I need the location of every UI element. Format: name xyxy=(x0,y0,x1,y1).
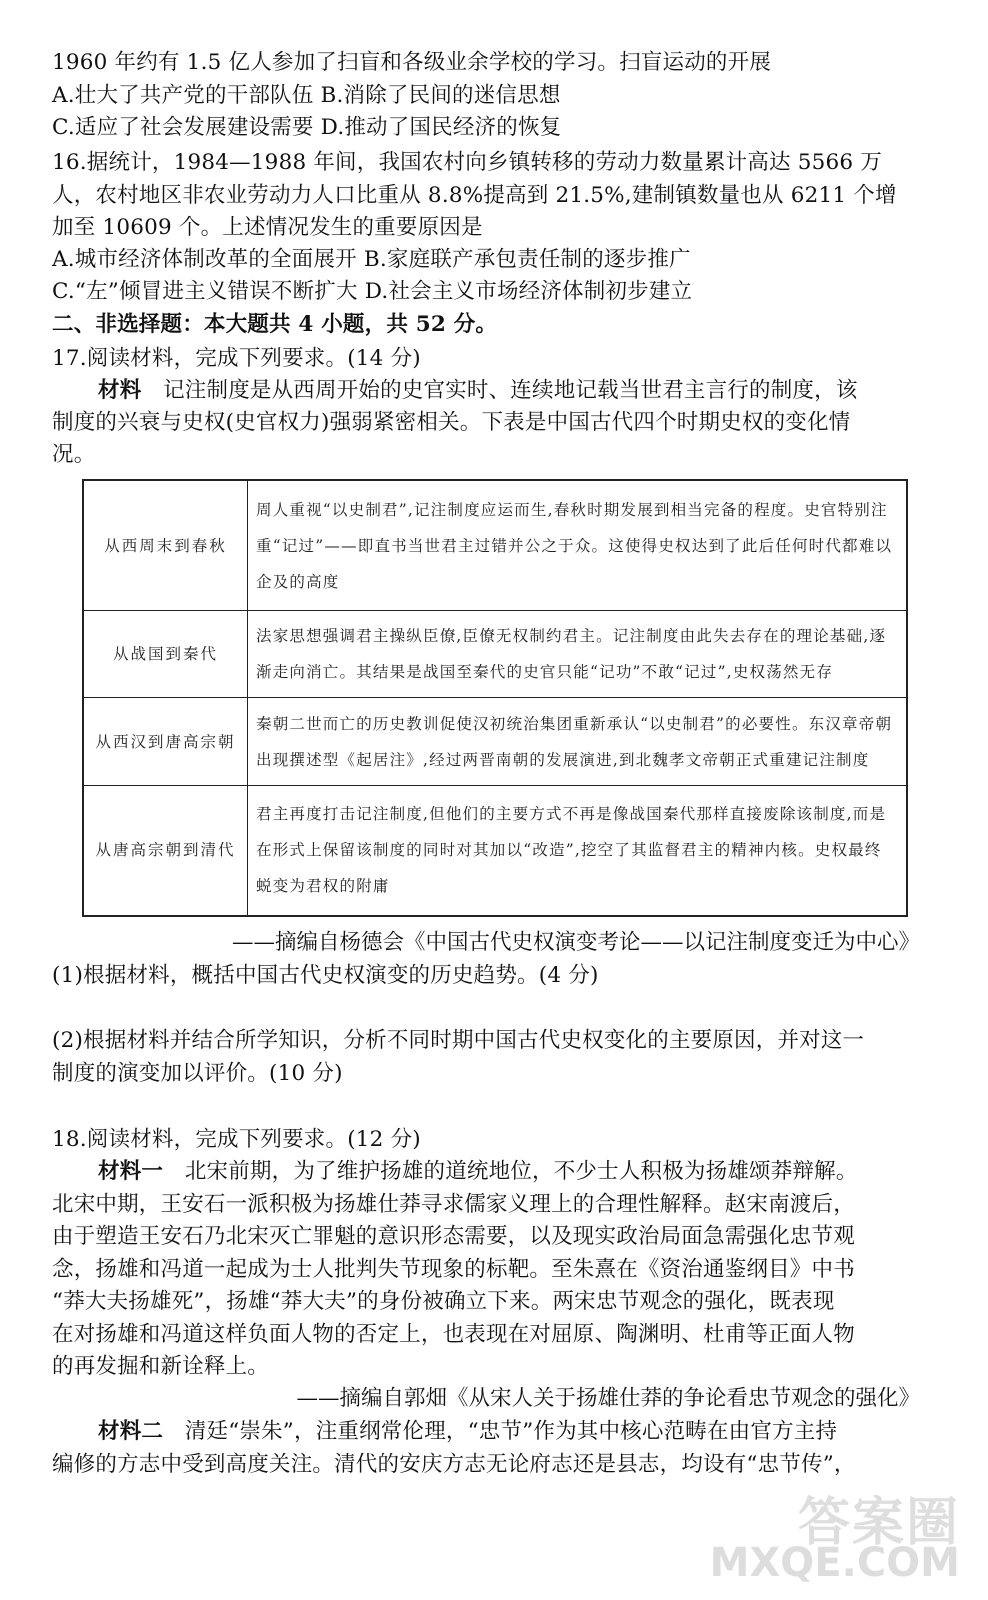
q18-m2-line1 xyxy=(98,1417,932,1447)
q18-m1-line7: 的再发掘和新诠释上。 xyxy=(52,1354,270,1379)
q18-m2-text1: 清廷“崇朱”，注重纲常伦理，“忠节”作为其中核心范畴在由官方主持 xyxy=(184,1419,838,1444)
q17-title: 17.阅读材料，完成下列要求。(14 分) xyxy=(52,346,421,371)
q17-source: ——摘编自杨德会《中国古代史权演变考论——以记注制度变迁为中心》 xyxy=(231,930,920,955)
q18-m1-source: ——摘编自郭畑《从宋人关于扬雄仕莽的争论看忠节观念的强化》 xyxy=(296,1386,920,1411)
q18-m1-label: 材料一 xyxy=(98,1159,164,1184)
q15-options-cd: C.适应了社会发展建设需要 D.推动了国民经济的恢复 xyxy=(52,115,562,140)
table-period-cell: 从西汉到唐高宗朝 xyxy=(83,698,248,785)
q18-m1-line3: 由于塑造王安石乃北宋灭亡罪魁的意识形态需要，以及现实政治局面急需强化忠节观 xyxy=(52,1224,855,1249)
q18-m1-line4: 念，扬雄和冯道一起成为士人批判失节现象的标靶。至朱熹在《资治通鉴纲目》中书 xyxy=(52,1257,855,1282)
q16-stem-line1: 16.据统计，1984—1988 年间，我国农村向乡镇转移的劳动力数量累计高达 5566 万 xyxy=(52,150,883,175)
q18-title: 18.阅读材料，完成下列要求。(12 分) xyxy=(52,1127,421,1152)
table-period-cell: 从唐高宗朝到清代 xyxy=(83,785,248,916)
q18-m1-text1: 北宋前期，为了维护扬雄的道统地位，不少士人积极为扬雄颂莽辩解。 xyxy=(184,1159,858,1184)
q16-options-cd: C.“左”倾冒进主义错误不断扩大 D.社会主义市场经济体制初步建立 xyxy=(52,279,693,304)
history-power-table xyxy=(82,479,908,917)
q17-material-line3: 况。 xyxy=(52,442,96,467)
q16-options-ab: A.城市经济体制改革的全面展开 B.家庭联产承包责任制的逐步推广 xyxy=(52,247,691,272)
table-period-cell: 从西周末到春秋 xyxy=(83,480,248,611)
table-desc-cell: 法家思想强调君主操纵臣僚,臣僚无权制约君主。记注制度由此失去存在的理论基础,逐渐走向消亡。其结果是战国至秦代的史官只能“记功”不敢“记过”,史权荡然无存 xyxy=(248,611,908,698)
q15-stem-tail: 1960 年约有 1.5 亿人参加了扫盲和各级业余学校的学习。扫盲运动的开展 xyxy=(52,50,772,75)
q18-m2-label: 材料二 xyxy=(98,1419,164,1444)
watermark-url: MXQE.COM xyxy=(709,1540,960,1586)
q18-m1-line6: 在对扬雄和冯道这样负面人物的否定上，也表现在对屈原、陶渊明、杜甫等正面人物 xyxy=(52,1322,855,1347)
q15-options-ab: A.壮大了共产党的干部队伍 B.消除了民间的迷信思想 xyxy=(52,83,561,108)
q17-material-text1: 记注制度是从西周开始的史官实时、连续地记载当世君主言行的制度，该 xyxy=(163,378,858,403)
q17-material-line2: 制度的兴衰与史权(史官权力)强弱紧密相关。下表是中国古代四个时期史权的变化情 xyxy=(52,410,851,435)
table-row xyxy=(83,480,907,611)
table-row xyxy=(83,698,907,785)
q18-m1-line1 xyxy=(98,1157,932,1187)
table-period-cell: 从战国到秦代 xyxy=(83,611,248,698)
table-desc-cell: 秦朝二世而亡的历史教训促使汉初统治集团重新承认“以史制君”的必要性。东汉章帝朝出现撰述型《起居注》,经过两晋南朝的发展演进,到北魏孝文帝朝正式重建记注制度 xyxy=(248,698,908,785)
q18-m1-line2: 北宋中期，王安石一派积极为扬雄仕莽寻求儒家义理上的合理性解释。赵宋南渡后， xyxy=(52,1192,855,1217)
q17-sub1: (1)根据材料，概括中国古代史权演变的历史趋势。(4 分) xyxy=(52,963,599,988)
section2-heading: 二、非选择题：本大题共 4 小题，共 52 分。 xyxy=(52,312,498,337)
q16-stem-line3: 加至 10609 个。上述情况发生的重要原因是 xyxy=(52,215,483,240)
table-row xyxy=(83,611,907,698)
q18-m2-line2: 编修的方志中受到高度关注。清代的安庆方志无论府志还是县志，均设有“忠节传”， xyxy=(52,1452,856,1477)
table-row xyxy=(83,785,907,916)
table-desc-cell: 君主再度打击记注制度,但他们的主要方式不再是像战国秦代那样直接废除该制度,而是在形式上保留该制度的同时对其加以“改造”,挖空了其监督君主的精神内核。史权最终蜕变为君权的附庸 xyxy=(248,785,908,916)
q17-material-line1 xyxy=(98,376,932,406)
q16-stem-line2: 人，农村地区非农业劳动力人口比重从 8.8%提高到 21.5%,建制镇数量也从 6211 个增 xyxy=(52,183,897,208)
q17-sub2-line2: 制度的演变加以评价。(10 分) xyxy=(52,1061,343,1086)
table-desc-cell: 周人重视“以史制君”,记注制度应运而生,春秋时期发展到相当完备的程度。史官特别注重“记过”——即直书当世君主过错并公之于众。这使得史权达到了此后任何时代都难以企及的高度 xyxy=(248,480,908,611)
q18-m1-line5: “莽大夫扬雄死”，扬雄“莽大夫”的身份被确立下来。两宋忠节观念的强化，既表现 xyxy=(52,1289,835,1314)
q17-sub2-line1: (2)根据材料并结合所学知识，分析不同时期中国古代史权变化的主要原因，并对这一 xyxy=(52,1028,865,1053)
q17-material-label: 材料 xyxy=(98,378,142,403)
watermark-logo: 答案圈 xyxy=(797,1493,960,1553)
watermark xyxy=(709,1480,970,1590)
